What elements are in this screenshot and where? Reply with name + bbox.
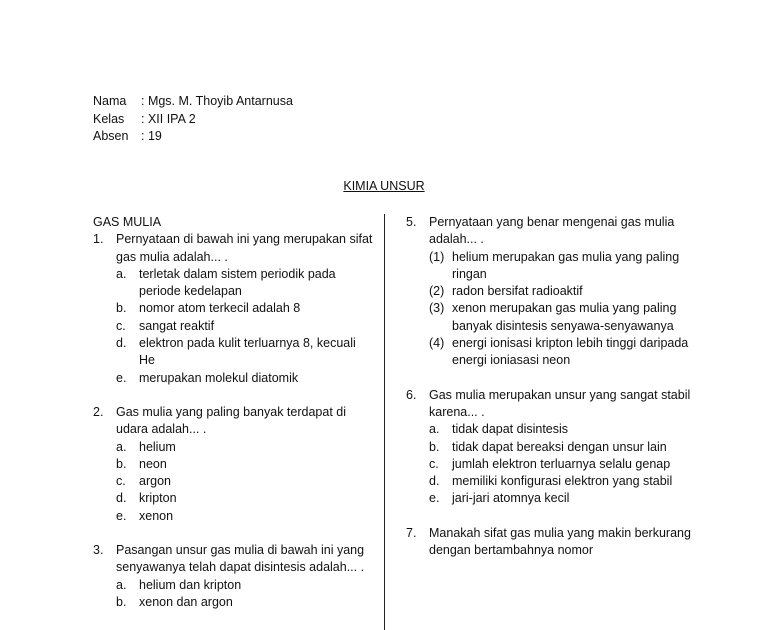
option-text: tidak dapat bereaksi dengan unsur lain [452,439,667,454]
question-5 [406,214,706,249]
option-letter: b. [116,456,127,471]
question-number: 6. [406,387,417,402]
class-label: Kelas [93,111,125,126]
option-text: neon [139,456,167,471]
statement-text: energi ionisasi kripton lebih tinggi daripada energi ioniasasi neon [452,336,689,368]
option [116,508,373,525]
option-text: kripton [139,491,177,506]
option-letter: e. [116,370,127,385]
spacer [406,370,706,387]
option-letter: d. [429,474,440,489]
option-text: argon [139,474,171,489]
statement-text: xenon merupakan gas mulia yang paling banyak disintesis senyawa-senyawanya [452,301,677,333]
option-text: memiliki konfigurasi elektron yang stabil [452,474,673,489]
statement-number: (2) [429,284,445,299]
question-7 [406,525,706,560]
statement [429,335,706,370]
class-row [93,111,293,129]
question-text: Pernyataan yang benar mengenai gas mulia adalah... . [429,215,675,247]
statement-text: radon bersifat radioaktif [452,284,583,299]
option-letter: c. [116,474,126,489]
option-text: jari-jari atomnya kecil [452,491,570,506]
option [429,456,706,473]
option [116,594,373,611]
option [116,473,373,490]
option-letter: c. [429,456,439,471]
option [116,456,373,473]
option [429,439,706,456]
option-letter: e. [429,491,440,506]
statement [429,300,706,335]
student-info [93,93,293,146]
statement [429,249,706,284]
option-letter: d. [116,336,127,351]
spacer [93,525,373,542]
page-title: KIMIA UNSUR [343,179,425,193]
left-column [93,214,373,611]
option-text: helium dan kripton [139,577,242,592]
question-text: Pasangan unsur gas mulia di bawah ini yang senyawanya telah dapat disintesis adalah... . [116,543,365,575]
option [116,439,373,456]
option [116,490,373,507]
option-text: tidak dapat disintesis [452,422,569,437]
option-letter: a. [116,266,127,281]
question-number: 7. [406,525,417,540]
statement-text: helium merupakan gas mulia yang paling ringan [452,249,680,281]
option-text: terletak dalam sistem periodik pada periode kedelapan [139,266,336,299]
section-title: GAS MULIA [93,215,162,229]
option-letter: d. [116,491,127,506]
option-text: merupakan molekul diatomik [139,370,299,385]
question-text: Gas mulia yang paling banyak terdapat di udara adalah... . [116,404,347,437]
question-number: 2. [93,404,104,419]
option-letter: e. [116,508,127,523]
option-text: elektron pada kulit terluarnya 8, kecuali He [139,336,356,368]
statement-number: (3) [429,301,445,316]
attendance-row [93,128,293,146]
option [116,300,373,317]
option-text: sangat reaktif [139,318,215,333]
attendance-label: Absen [93,129,129,143]
option-letter: a. [116,577,127,592]
statement [429,283,706,300]
option-text: xenon [139,508,174,523]
spacer [406,508,706,525]
statement-number: (4) [429,336,445,351]
class-value: : XII IPA 2 [141,111,196,126]
question-number: 3. [93,543,104,558]
question-text: Manakah sifat gas mulia yang makin berkurang dengan bertambahnya nomor [429,525,691,558]
question-2 [93,404,373,439]
question-number: 5. [406,215,417,229]
option-letter: c. [116,318,126,333]
option-letter: b. [116,594,127,609]
option-text: xenon dan argon [139,594,233,609]
question-6 [406,387,706,422]
option [116,577,373,594]
option [116,318,373,335]
question-3 [93,542,373,577]
question-1 [93,231,373,266]
name-value: : Mgs. M. Thoyib Antarnusa [141,94,293,108]
option [429,421,706,438]
statement-number: (1) [429,249,445,264]
option [116,335,373,370]
attendance-value: : 19 [141,129,162,143]
option-letter: b. [429,439,440,454]
option-letter: a. [116,439,127,454]
question-number: 1. [93,232,104,247]
option [116,266,373,301]
option [429,490,706,507]
option [116,370,373,387]
name-row [93,93,293,111]
question-text: Gas mulia merupakan unsur yang sangat stabil karena... . [429,387,691,419]
right-column [406,214,706,559]
option-text: helium [139,439,176,454]
option-text: jumlah elektron terluarnya selalu genap [452,456,671,471]
column-divider [384,214,385,630]
option-letter: b. [116,301,127,316]
name-label: Nama [93,94,127,108]
option-letter: a. [429,422,440,437]
option-text: nomor atom terkecil adalah 8 [139,301,301,316]
option [429,473,706,490]
question-text: Pernyataan di bawah ini yang merupakan sifat gas mulia adalah... . [116,232,373,264]
spacer [93,387,373,404]
